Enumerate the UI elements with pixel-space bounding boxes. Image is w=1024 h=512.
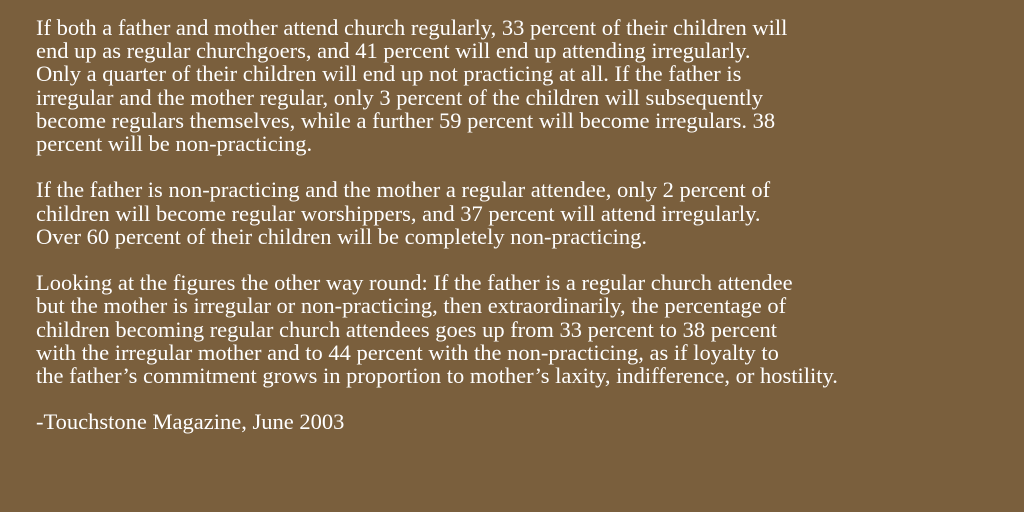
text-line: end up as regular churchgoers, and 41 percent will end up attending irregularly.	[36, 38, 751, 64]
text-line: Looking at the figures the other way round: If the father is a regular church attendee	[36, 270, 793, 296]
text-line: children will become regular worshippers, and 37 percent will attend irregularly.	[36, 200, 761, 226]
text-line: percent will be non-practicing.	[36, 131, 313, 157]
paragraph-2	[36, 178, 1016, 248]
quote-block	[36, 16, 1016, 457]
text-line: the father’s commitment grows in proportion to mother’s laxity, indifference, or hostility.	[36, 363, 838, 389]
attribution: -Touchstone Magazine, June 2003	[36, 409, 345, 435]
text-line: If both a father and mother attend church regularly, 33 percent of their children will	[36, 15, 788, 40]
paragraph-1	[36, 16, 1016, 155]
text-line: but the mother is irregular or non-practicing, then extraordinarily, the percentage of	[36, 293, 787, 319]
text-line: children becoming regular church attendees goes up from 33 percent to 38 percent	[36, 316, 777, 342]
paragraph-3	[36, 271, 1016, 387]
text-line: Over 60 percent of their children will be completely non-practicing.	[36, 223, 648, 249]
text-line: If the father is non-practicing and the mother a regular attendee, only 2 percent of	[36, 177, 771, 203]
text-line: with the irregular mother and to 44 percent with the non-practicing, as if loyalty to	[36, 339, 779, 365]
text-line: irregular and the mother regular, only 3 percent of the children will subsequently	[36, 84, 763, 110]
text-line: become regulars themselves, while a further 59 percent will become irregulars. 38	[36, 107, 776, 133]
text-line: Only a quarter of their children will end up not practicing at all. If the father is	[36, 61, 742, 87]
